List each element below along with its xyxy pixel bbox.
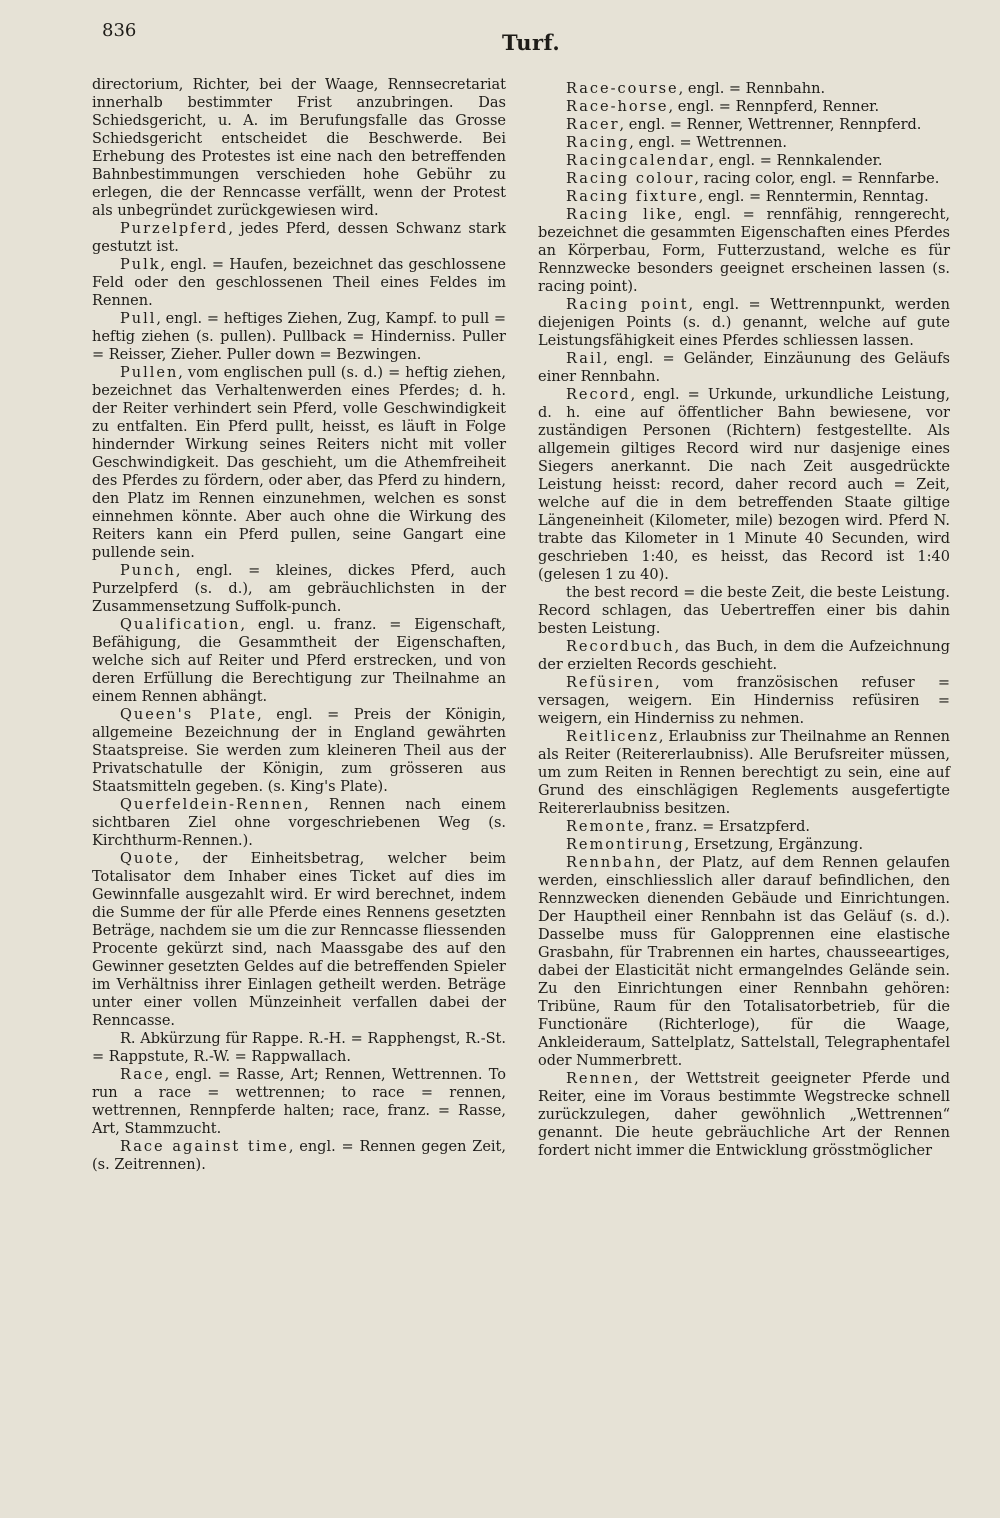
entry-text: , engl. = rennfähig, renngerecht, bezeichnet die gesammten Eigenschaften eines Pferdes an Körperbau, Form, Futterzustand, welche es für Rennzwecke besonders geeignet erscheinen lassen (s. racing point). bbox=[538, 207, 950, 295]
entry-paragraph bbox=[538, 386, 950, 584]
entry-paragraph bbox=[538, 80, 950, 98]
entry-paragraph bbox=[92, 1066, 506, 1138]
entry-headword: Racingcalendar bbox=[566, 153, 710, 169]
entry-paragraph bbox=[538, 152, 950, 170]
entry-text: , engl. = Urkunde, urkundliche Leistung, d. h. eine auf öffentlicher Bahn bewiesene, vor zuständigen Personen (Richtern) festgestellte. Als allgemein giltiges Record wird nur dasjenige eines Siegers anerkannt. Die nach Zeit ausgedrückte Leistung heisst: record, daher record auch = Zeit, welche auf die in dem betreffenden Staate giltige Längeneinheit (Kilometer, mile) bezogen wird. Pferd N. trabte das Kilometer in 1 Minute 40 Secunden, wird geschrieben 1:40, es heisst, das Record ist 1:40 (gelesen 1 zu 40). bbox=[538, 387, 950, 583]
entry-paragraph bbox=[538, 1070, 950, 1160]
entry-headword: Querfeldein-Rennen bbox=[120, 797, 305, 813]
entry-paragraph bbox=[92, 1138, 506, 1174]
entry-paragraph bbox=[538, 674, 950, 728]
entry-text: , engl. = Rennbahn. bbox=[678, 81, 826, 97]
entry-headword: Quote bbox=[120, 851, 175, 867]
entry-paragraph bbox=[538, 728, 950, 818]
entry-text: , vom englischen pull (s. d.) = heftig ziehen, bezeichnet das Verhaltenwerden eines Pferdes; d. h. der Reiter verhindert sein Pferd, volle Geschwindigkeit zu entfalten. Ein Pferd pullt, heisst, es läuft in Folge hindernder Wirkung seines Reiters nicht mit voller Geschwindigkeit. Das geschieht, um die Athemfreiheit des Pferdes zu fördern, oder aber, das Pferd zu hindern, den Platz im Rennen einzunehmen, welchen es sonst einnehmen könnte. Aber auch ohne die Wirkung des Reiters kann ein Pferd pullen, seine Gangart eine pullende sein. bbox=[92, 365, 506, 561]
entry-paragraph bbox=[538, 134, 950, 152]
entry-headword: Queen's Plate bbox=[120, 707, 258, 723]
entry-text: , engl. = Preis der Königin, allgemeine Bezeichnung der in England gewährten Staatspreise. Sie werden zum kleineren Theil aus der Privatschatulle der Königin, zum grösseren aus Staatsmitteln gegeben. (s. King's Plate). bbox=[92, 707, 506, 795]
entry-paragraph bbox=[538, 818, 950, 836]
entry-headword: Racing fixture bbox=[566, 189, 699, 205]
entry-headword: Remontirung bbox=[566, 837, 685, 853]
entry-text: , Ersetzung, Ergänzung. bbox=[684, 837, 864, 853]
entry-paragraph bbox=[538, 638, 950, 674]
entry-headword: Recordbuch bbox=[566, 639, 675, 655]
entry-paragraph bbox=[92, 310, 506, 364]
entry-headword: Racing like bbox=[566, 207, 678, 223]
entry-text: , engl. u. franz. = Eigenschaft, Befähigung, die Gesammtheit der Eigenschaften, welche sich auf Reiter und Pferd erstrecken, und von deren Erfüllung die Berechtigung zur Theilnahme an einem Rennen abhängt. bbox=[92, 617, 506, 705]
entry-paragraph bbox=[538, 188, 950, 206]
entry-paragraph bbox=[538, 170, 950, 188]
entry-text: , vom französischen refuser = versagen, weigern. Ein Hinderniss refüsiren = weigern, ein Hinderniss zu nehmen. bbox=[538, 675, 950, 727]
entry-paragraph bbox=[92, 76, 506, 220]
entry-headword: Record bbox=[566, 387, 631, 403]
entry-headword: Purzelpferd bbox=[120, 221, 229, 237]
entry-text: , das Buch, in dem die Aufzeichnung der erzielten Records geschieht. bbox=[538, 639, 950, 673]
entry-paragraph bbox=[538, 854, 950, 1070]
entry-headword: Rennen bbox=[566, 1071, 635, 1087]
entry-text: , Rennen nach einem sichtbaren Ziel ohne vorgeschriebenen Weg (s. Kirchthurm-Rennen.). bbox=[92, 797, 506, 849]
entry-text: , Erlaubniss zur Theilnahme an Rennen als Reiter (Reitererlaubniss). Alle Berufsreiter müssen, um zum Reiten in Rennen berechtigt zu sein, eine auf Grund des einschlägigen Reglements ausgefertigte Reitererlaubniss besitzen. bbox=[538, 729, 950, 817]
entry-headword: Reitlicenz bbox=[566, 729, 659, 745]
entry-headword: Racer bbox=[566, 117, 620, 133]
entry-text: directorium, Richter, bei der Waage, Rennsecretariat innerhalb bestimmter Frist anzubringen. Das Schiedsgericht, u. A. im Berufungsfalle das Grosse Schiedsgericht entscheidet die Beschwerde. Bei Erhebung des Protestes ist eine nach den betreffenden Bahnbestimmungen verschieden hohe Gebühr zu erlegen, die der Renncasse verfällt, wenn der Protest als unbegründet zurückgewiesen wird. bbox=[92, 77, 506, 219]
entry-text: , engl. = Renner, Wettrenner, Rennpferd. bbox=[619, 117, 922, 133]
entry-text: , engl. = kleines, dickes Pferd, auch Purzelpferd (s. d.), am gebräuchlichsten in der Zusammensetzung Suffolk-punch. bbox=[92, 563, 506, 615]
entry-headword: Race bbox=[120, 1067, 165, 1083]
entry-paragraph bbox=[92, 562, 506, 616]
entry-headword: Pullen bbox=[120, 365, 179, 381]
entry-text: , engl. = Rennkalender. bbox=[709, 153, 883, 169]
entry-text: , jedes Pferd, dessen Schwanz stark gestutzt ist. bbox=[92, 221, 506, 255]
entry-text: the best record = die beste Zeit, die beste Leistung. Record schlagen, das Uebertreffen einer bis dahin besten Leistung. bbox=[538, 585, 950, 637]
entry-paragraph bbox=[92, 850, 506, 1030]
left-column bbox=[92, 76, 506, 1174]
page-number: 836 bbox=[102, 20, 137, 41]
entry-text: , racing color, engl. = Rennfarbe. bbox=[694, 171, 940, 187]
entry-headword: Race-course bbox=[566, 81, 679, 97]
entry-paragraph bbox=[92, 256, 506, 310]
entry-text: , der Platz, auf dem Rennen gelaufen werden, einschliesslich aller darauf befindlichen, den Rennzwecken dienenden Gebäude und Einrichtungen. Der Hauptheil einer Rennbahn ist das Geläuf (s. d.). Dasselbe muss für Galopprennen eine elastische Grasbahn, für Trabrennen ein hartes, chausseeartiges, dabei der Elasticität nicht ermangelndes Gelände sein. Zu den Einrichtungen einer Rennbahn gehören: Tribüne, Raum für den Totalisatorbetrieb, für die Functionäre (Richterloge), für die Waage, Ankleideraum, Sattelplatz, Sattelstall, Telegraphentafel oder Nummerbrett. bbox=[538, 855, 950, 1069]
entry-paragraph bbox=[538, 584, 950, 638]
entry-headword: Rail bbox=[566, 351, 604, 367]
entry-paragraph bbox=[92, 616, 506, 706]
entry-text: , der Einheitsbetrag, welcher beim Totalisator dem Inhaber eines Ticket auf dies im Gewinnfalle ausgezahlt wird. Er wird berechnet, indem die Summe der für alle Pferde eines Rennens gesetzten Beträge, nachdem sie um die zur Renncasse fliessenden Procente gekürzt sind, nach Maassgabe des auf den Gewinner gesetzten Geldes auf die betreffenden Spieler im Verhältniss ihrer Einlagen getheilt werden. Beträge unter einer vollen Münzeinheit verfallen dabei der Renncasse. bbox=[92, 851, 506, 1029]
entry-paragraph bbox=[538, 350, 950, 386]
entry-paragraph bbox=[538, 206, 950, 296]
entry-text: , engl. = heftiges Ziehen, Zug, Kampf. to pull = heftig ziehen (s. pullen). Pullback = Hinderniss. Puller = Reisser, Zieher. Puller down = Bezwingen. bbox=[92, 311, 506, 363]
entry-headword: Remonte bbox=[566, 819, 646, 835]
entry-text: , engl. = Rasse, Art; Rennen, Wettrennen. To run a race = wettrennen; to race = rennen, wettrennen, Rennpferde halten; race, franz. = Rasse, Art, Stammzucht. bbox=[92, 1067, 506, 1137]
entry-text: , franz. = Ersatzpferd. bbox=[645, 819, 810, 835]
entry-headword: Racing colour bbox=[566, 171, 695, 187]
entry-headword: Race-horse bbox=[566, 99, 669, 115]
entry-paragraph bbox=[92, 220, 506, 256]
entry-paragraph bbox=[92, 796, 506, 850]
entry-paragraph bbox=[92, 1030, 506, 1066]
right-column bbox=[538, 80, 950, 1160]
entry-headword: Racing point bbox=[566, 297, 689, 313]
entry-headword: Pulk bbox=[120, 257, 161, 273]
entry-text: , engl. = Wettrennpunkt, werden diejenigen Points (s. d.) genannt, welche auf gute Leistungsfähigkeit eines Pferdes schliessen lassen. bbox=[538, 297, 950, 349]
entry-paragraph bbox=[538, 296, 950, 350]
entry-headword: Rennbahn bbox=[566, 855, 657, 871]
running-head: Turf. bbox=[502, 30, 561, 55]
entry-paragraph bbox=[538, 116, 950, 134]
entry-text: , engl. = Geländer, Einzäunung des Geläufs einer Rennbahn. bbox=[538, 351, 950, 385]
entry-headword: Refüsiren bbox=[566, 675, 656, 691]
entry-text: R. Abkürzung für Rappe. R.-H. = Rapphengst, R.-St. = Rappstute, R.-W. = Rappwallach. bbox=[92, 1031, 506, 1065]
entry-text: , der Wettstreit geeigneter Pferde und Reiter, eine im Voraus bestimmte Wegstrecke schnell zurückzulegen, daher gewöhnlich „Wettrennen“ genannt. Die heute gebräuchliche Art der Rennen fordert nicht immer die Entwicklung grösstmöglicher bbox=[538, 1071, 950, 1159]
entry-paragraph bbox=[538, 836, 950, 854]
entry-headword: Qualification bbox=[120, 617, 241, 633]
entry-text: , engl. = Rennpferd, Renner. bbox=[668, 99, 880, 115]
entry-text: , engl. = Haufen, bezeichnet das geschlossene Feld oder den geschlossenen Theil eines Feldes im Rennen. bbox=[92, 257, 506, 309]
entry-headword: Punch bbox=[120, 563, 176, 579]
entry-text: , engl. = Renntermin, Renntag. bbox=[698, 189, 929, 205]
entry-headword: Pull bbox=[120, 311, 157, 327]
entry-headword: Racing bbox=[566, 135, 630, 151]
entry-paragraph bbox=[92, 364, 506, 562]
entry-headword: Race against time bbox=[120, 1139, 289, 1155]
entry-text: , engl. = Rennen gegen Zeit, (s. Zeitrennen). bbox=[92, 1139, 506, 1173]
entry-text: , engl. = Wettrennen. bbox=[629, 135, 787, 151]
entry-paragraph bbox=[92, 706, 506, 796]
entry-paragraph bbox=[538, 98, 950, 116]
